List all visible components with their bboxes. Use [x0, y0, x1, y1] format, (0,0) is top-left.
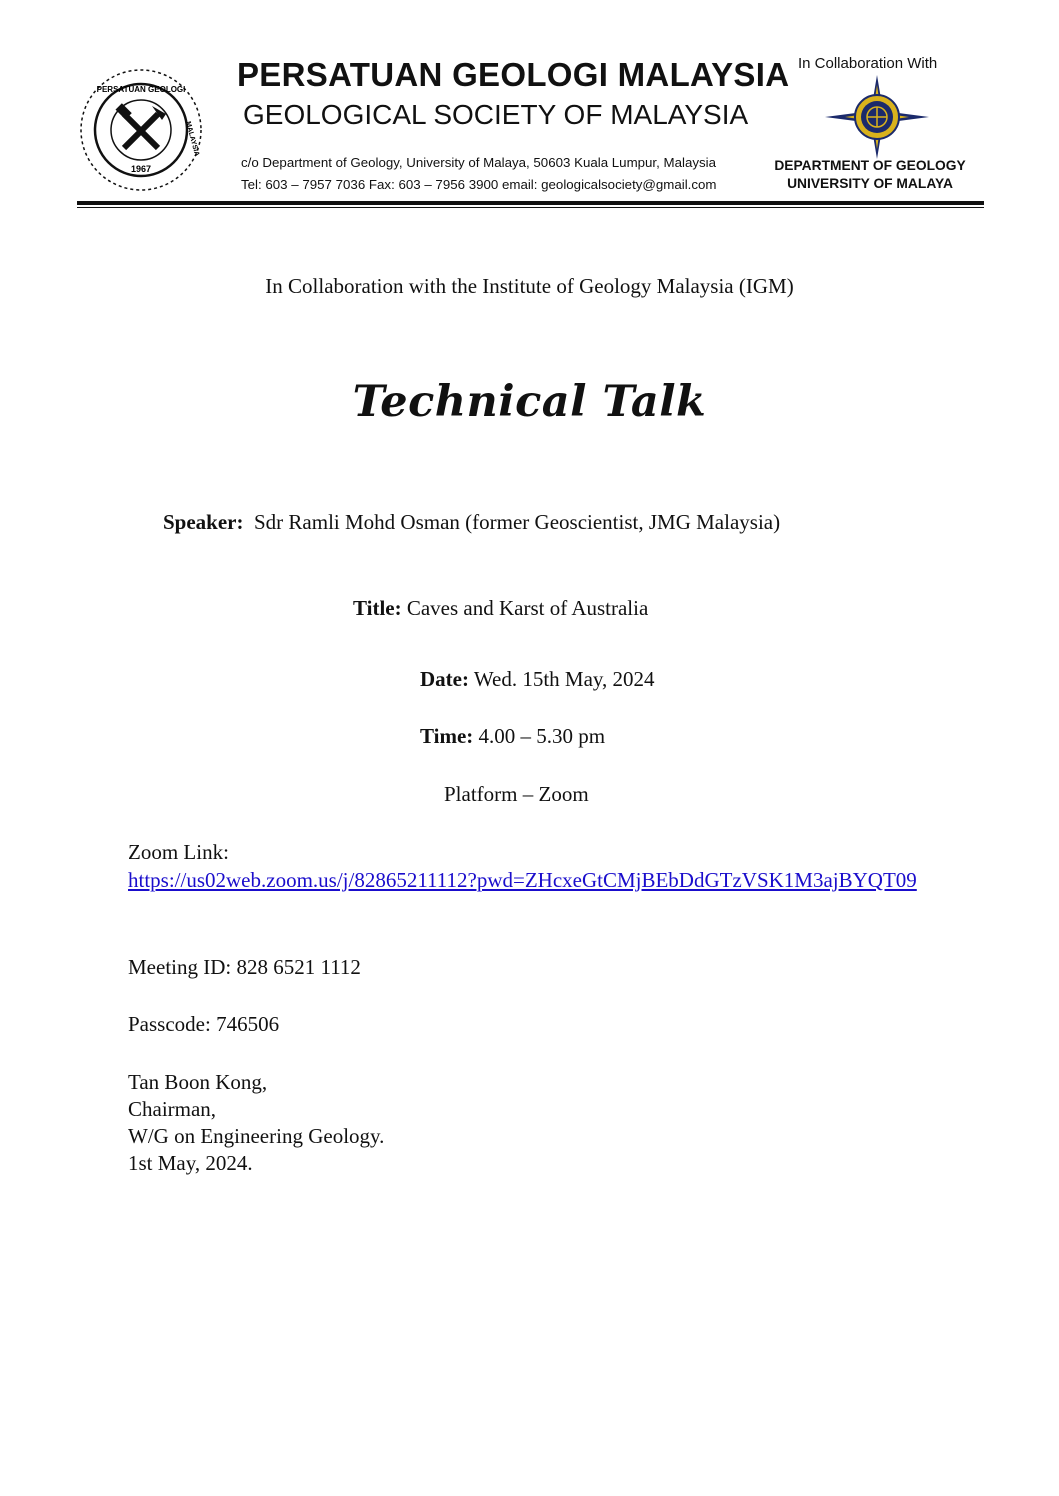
platform-line: Platform – Zoom: [444, 782, 589, 806]
passcode: Passcode: 746506: [128, 1012, 280, 1036]
zoom-link[interactable]: https://us02web.zoom.us/j/82865211112?pwd=ZHcxeGtCMjBEbDdGTzVSK1M3ajBYQT09: [128, 868, 917, 892]
seal-year: 1967: [130, 164, 152, 174]
org-name-malay: PERSATUAN GEOLOGI MALAYSIA: [237, 56, 790, 93]
seal-top-text: PERSATUAN GEOLOGI: [96, 85, 186, 94]
intro-line: In Collaboration with the Institute of Geology Malaysia (IGM): [265, 274, 794, 298]
dept-name: DEPARTMENT OF GEOLOGY: [774, 158, 966, 173]
title-value: Caves and Karst of Australia: [406, 596, 649, 620]
crossed-hammer-pick-icon: [116, 103, 166, 148]
date-label: Date:: [420, 667, 469, 691]
signature-date: 1st May, 2024.: [128, 1151, 253, 1175]
university-name: UNIVERSITY OF MALAYA: [787, 176, 953, 191]
org-address: c/o Department of Geology, University of Malaya, 50603 Kuala Lumpur, Malaysia: [241, 155, 716, 170]
org-contact: Tel: 603 – 7957 7036 Fax: 603 – 7956 3900 email: geologicalsociety@gmail.com: [241, 177, 717, 192]
signature-group: W/G on Engineering Geology.: [128, 1124, 385, 1148]
speaker-value: Sdr Ramli Mohd Osman (former Geoscientist, JMG Malaysia): [254, 510, 781, 534]
event-heading: Technical Talk: [352, 377, 707, 427]
signature-name: Tan Boon Kong,: [128, 1070, 268, 1094]
society-seal-logo: [66, 62, 216, 196]
seal-side-text: MALAYSIA: [184, 120, 201, 158]
title-label: Title:: [353, 596, 402, 620]
time-label: Time:: [420, 724, 474, 748]
time-line: [420, 724, 605, 749]
meeting-id: Meeting ID: 828 6521 1112: [128, 955, 361, 979]
date-line: [420, 667, 655, 692]
time-value: 4.00 – 5.30 pm: [478, 724, 606, 748]
collab-label: In Collaboration With: [798, 55, 938, 72]
speaker-label: Speaker:: [163, 510, 244, 534]
header-divider-thick: [77, 201, 984, 205]
speaker-line: [163, 510, 780, 535]
compass-star-emblem-icon: [825, 75, 929, 159]
title-line: [353, 596, 648, 621]
header-divider-thin: [77, 207, 984, 208]
org-name-english: GEOLOGICAL SOCIETY OF MALAYSIA: [243, 99, 749, 130]
date-value: Wed. 15th May, 2024: [473, 667, 655, 691]
zoom-link-label: Zoom Link:: [128, 840, 229, 864]
signature-role: Chairman,: [128, 1097, 217, 1121]
